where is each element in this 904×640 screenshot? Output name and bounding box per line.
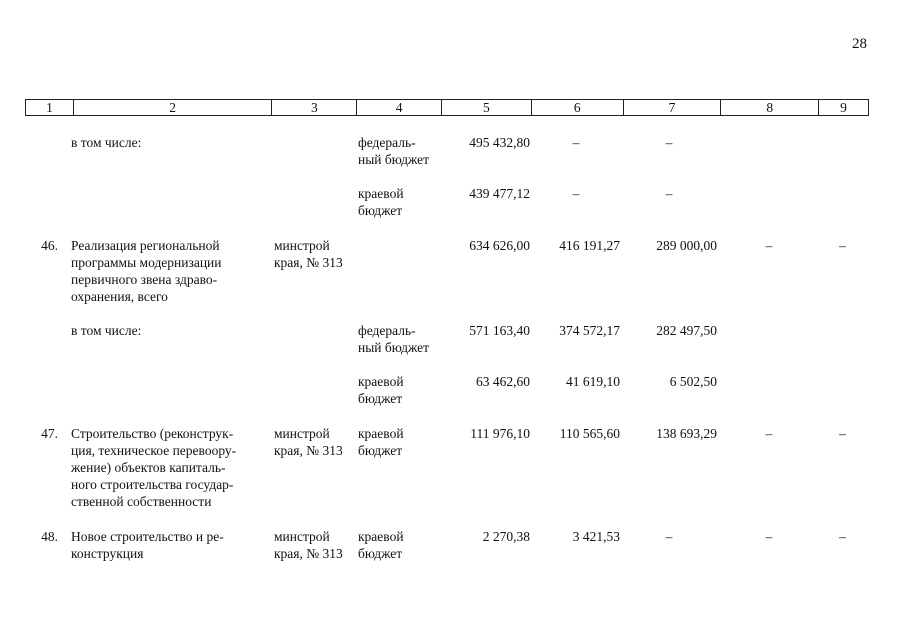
column-header-3: 3 — [272, 100, 357, 115]
funding-source-line: бюджет — [358, 391, 403, 406]
row-number: 46. — [41, 238, 58, 253]
row-number: 47. — [41, 426, 58, 441]
executor-line: минстрой — [274, 238, 330, 253]
amount-col-5: 634 626,00 — [469, 238, 530, 253]
amount-col-6: – — [572, 135, 580, 150]
item-name-line: ного строительства государ- — [71, 477, 234, 492]
column-header-1: 1 — [26, 100, 74, 115]
executor-line: края, № 313 — [274, 443, 343, 458]
funding-source-line: бюджет — [358, 443, 403, 458]
item-name-line: в том числе: — [71, 135, 142, 150]
amount-col-7: – — [665, 529, 673, 544]
amount-col-8: – — [765, 426, 773, 441]
amount-col-5: 571 163,40 — [469, 323, 530, 338]
item-name-line: охранения, всего — [71, 289, 168, 304]
funding-source-line: краевой — [358, 374, 404, 389]
amount-col-9: – — [839, 426, 846, 441]
item-name-line: Реализация региональной — [71, 238, 220, 253]
funding-source-line: бюджет — [358, 546, 403, 561]
row-number: 48. — [41, 529, 58, 544]
amount-col-7: 138 693,29 — [656, 426, 717, 441]
item-name-line: ственной собственности — [71, 494, 212, 509]
column-header-2: 2 — [74, 100, 273, 115]
funding-source-line: краевой — [358, 186, 404, 201]
item-name-line: в том числе: — [71, 323, 142, 338]
amount-col-7: – — [665, 135, 673, 150]
funding-source-line: федераль- — [358, 323, 416, 338]
funding-source-line: краевой — [358, 529, 404, 544]
page-number: 28 — [852, 36, 867, 52]
item-name-line: Строительство (реконструк- — [71, 426, 234, 441]
column-header-5: 5 — [442, 100, 532, 115]
item-name-line: программы модернизации — [71, 255, 222, 270]
amount-col-5: 495 432,80 — [469, 135, 530, 150]
funding-source-line: ный бюджет — [358, 340, 430, 355]
item-name-line: ция, техническое перевоору- — [71, 443, 237, 458]
funding-source-line: федераль- — [358, 135, 416, 150]
funding-source-line: ный бюджет — [358, 152, 430, 167]
funding-source-line: бюджет — [358, 203, 403, 218]
column-header-6: 6 — [532, 100, 624, 115]
amount-col-7: 289 000,00 — [656, 238, 717, 253]
amount-col-6: 110 565,60 — [559, 426, 620, 441]
column-header-7: 7 — [624, 100, 722, 115]
amount-col-8: – — [765, 529, 773, 544]
column-header-9: 9 — [840, 100, 847, 115]
amount-col-8: – — [765, 238, 773, 253]
amount-col-6: 416 191,27 — [559, 238, 620, 253]
amount-col-9: – — [839, 238, 846, 253]
amount-col-5: 2 270,38 — [482, 529, 530, 544]
executor-line: края, № 313 — [274, 255, 343, 270]
item-name-line: Новое строительство и ре- — [71, 529, 224, 544]
amount-col-5: 439 477,12 — [469, 186, 530, 201]
item-name-line: жение) объектов капиталь- — [71, 460, 226, 475]
amount-col-5: 111 976,10 — [470, 426, 530, 441]
column-header-4: 4 — [357, 100, 442, 115]
item-name-line: конструкция — [71, 546, 144, 561]
column-header-row — [25, 99, 869, 116]
executor-line: минстрой — [274, 529, 330, 544]
column-header-8: 8 — [721, 100, 819, 115]
amount-col-5: 63 462,60 — [476, 374, 530, 389]
amount-col-6: – — [572, 186, 580, 201]
item-name-line: первичного звена здраво- — [71, 272, 218, 287]
funding-source-line: краевой — [358, 426, 404, 441]
executor-line: края, № 313 — [274, 546, 343, 561]
amount-col-6: 41 619,10 — [566, 374, 620, 389]
amount-col-6: 374 572,17 — [559, 323, 620, 338]
amount-col-6: 3 421,53 — [572, 529, 620, 544]
amount-col-9: – — [839, 529, 846, 544]
amount-col-7: – — [665, 186, 673, 201]
amount-col-7: 6 502,50 — [669, 374, 717, 389]
executor-line: минстрой — [274, 426, 330, 441]
amount-col-7: 282 497,50 — [656, 323, 717, 338]
